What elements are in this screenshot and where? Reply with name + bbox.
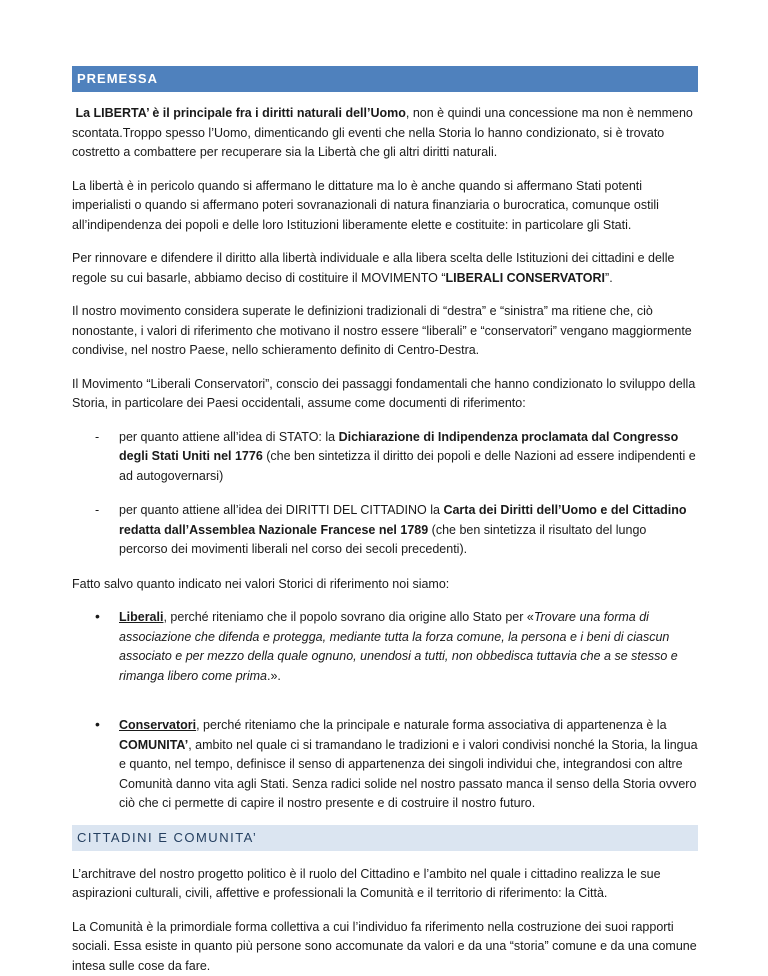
reference-documents-list — [72, 428, 698, 560]
italic-quote: Trovare una forma di associazione che difenda e protegga, mediante tutta la forza comune, la persona e i beni di ciascun associato e per mezzo della quale ognuno, unendosi a tutti, non obbedisca tuttavia che a se stesso e rimanga libero come prima — [119, 610, 678, 683]
bold-text: COMUNITA’ — [119, 738, 188, 752]
list-item-liberali: • Liberali, perché riteniamo che il popolo sovrano dia origine allo Stato per «Trovare una forma di associazione che difenda e protegga, mediante tutta la forza comune, la persona e i beni di ciascun associato e per mezzo della quale ognuno, unendosi a tutti, non obbedisca tuttavia che a se stesso e rimanga libero come prima.». — [72, 608, 698, 686]
paragraph-pericolo: La libertà è in pericolo quando si affermano le dittature ma lo è anche quando si affermano Stati potenti imperialisti o quando si affermano poteri sovranazionali di natura finanziaria o burocratica, comunque ostili all’indipendenza dei popoli e delle loro Istituzioni liberamente elette e costituite: in particolare gli Stati. — [72, 177, 698, 236]
paragraph-noi-siamo: Fatto salvo quanto indicato nei valori Storici di riferimento noi siamo: — [72, 575, 698, 595]
section-heading-cittadini: CITTADINI E COMUNITA’ — [72, 825, 698, 851]
bullet-marker: • — [95, 715, 100, 735]
bold-text: LIBERALI CONSERVATORI — [446, 271, 606, 285]
list-item: - per quanto attiene all’idea di STATO: la Dichiarazione di Indipendenza proclamata dal Congresso degli Stati Uniti nel 1776 (che ben sintetizza il diritto dei popoli e delle Nazioni ad essere indipendenti e ad autogovernarsi) — [72, 428, 698, 487]
paragraph-liberta: La LIBERTA’ è il principale fra i diritti naturali dell’Uomo, non è quindi una concessione ma non è nemmeno scontata.Troppo spesso l’Uomo, dimenticando gli eventi che nella Storia lo hanno condizionato, si è trovato costretto a combattere per recuperare sia la Libertà che gli altri diritti naturali. — [72, 104, 698, 163]
paragraph-documenti: Il Movimento “Liberali Conservatori”, conscio dei passaggi fondamentali che hanno condizionato lo sviluppo della Storia, in particolare dei Paesi occidentali, assume come documenti di riferimento: — [72, 375, 698, 414]
dash-marker: - — [95, 428, 99, 448]
paragraph-destra-sinistra: Il nostro movimento considera superate le definizioni tradizionali di “destra” e “sinistra” ma ritiene che, ciò nonostante, i valori di riferimento che motivano il nostro essere “liberali” e “conservatori” vengano maggiormente condivise, nel nostro Paese, nello schieramento definito di Centro-Destra. — [72, 302, 698, 361]
values-list — [72, 608, 698, 814]
section-heading-premessa: PREMESSA — [72, 66, 698, 92]
paragraph-comunita: La Comunità è la primordiale forma collettiva a cui l’individuo fa riferimento nella costruzione dei suoi rapporti sociali. Essa esiste in quanto più persone sono accomunate da valori e da una “storia” comune e da una comune intesa sulle cose da fare. — [72, 918, 698, 976]
bullet-marker: • — [95, 607, 100, 627]
list-item-conservatori: • Conservatori, perché riteniamo che la principale e naturale forma associativa di appartenenza è la COMUNITA’, ambito nel quale ci si tramandano le tradizioni e i valori condivisi nonché la Storia, la lingua e quanto, nel tempo, definisce il senso di appartenenza dei singoli individui che, integrandosi con altre Comunità danno vita agli Stati. Senza radici solide nel nostro passato manca il senso della Storia ovvero ciò che ci permette di capire il nostro presente e di costruire il nostro futuro. — [72, 716, 698, 814]
underlined-term: Liberali — [119, 610, 163, 624]
dash-marker: - — [95, 501, 99, 521]
paragraph-architrave: L’architrave del nostro progetto politico è il ruolo del Cittadino e l’ambito nel quale i cittadino realizza le sue aspirazioni culturali, civili, affettive e professionali la Comunità e il territorio di riferimento: la Città. — [72, 865, 698, 904]
underlined-term: Conservatori — [119, 718, 196, 732]
bold-text: La LIBERTA’ è il principale fra i diritti naturali dell’Uomo — [75, 106, 405, 120]
paragraph-movimento: Per rinnovare e difendere il diritto alla libertà individuale e alla libera scelta delle Istituzioni dei cittadini e delle regole su cui basarle, abbiamo deciso di costituire il MOVIMENTO “LIBERALI CONSERVATORI”. — [72, 249, 698, 288]
bold-text: Carta dei Diritti dell’Uomo e del Cittadino redatta dall’Assemblea Nazionale Francese nel 1789 — [119, 503, 687, 537]
bold-text: Dichiarazione di Indipendenza proclamata dal Congresso degli Stati Uniti nel 1776 — [119, 430, 678, 464]
list-item: - per quanto attiene all’idea dei DIRITTI DEL CITTADINO la Carta dei Diritti dell’Uomo e del Cittadino redatta dall’Assemblea Nazionale Francese nel 1789 (che ben sintetizza il risultato del lungo percorso dei movimenti liberali nel corso dei secoli precedenti). — [72, 501, 698, 560]
